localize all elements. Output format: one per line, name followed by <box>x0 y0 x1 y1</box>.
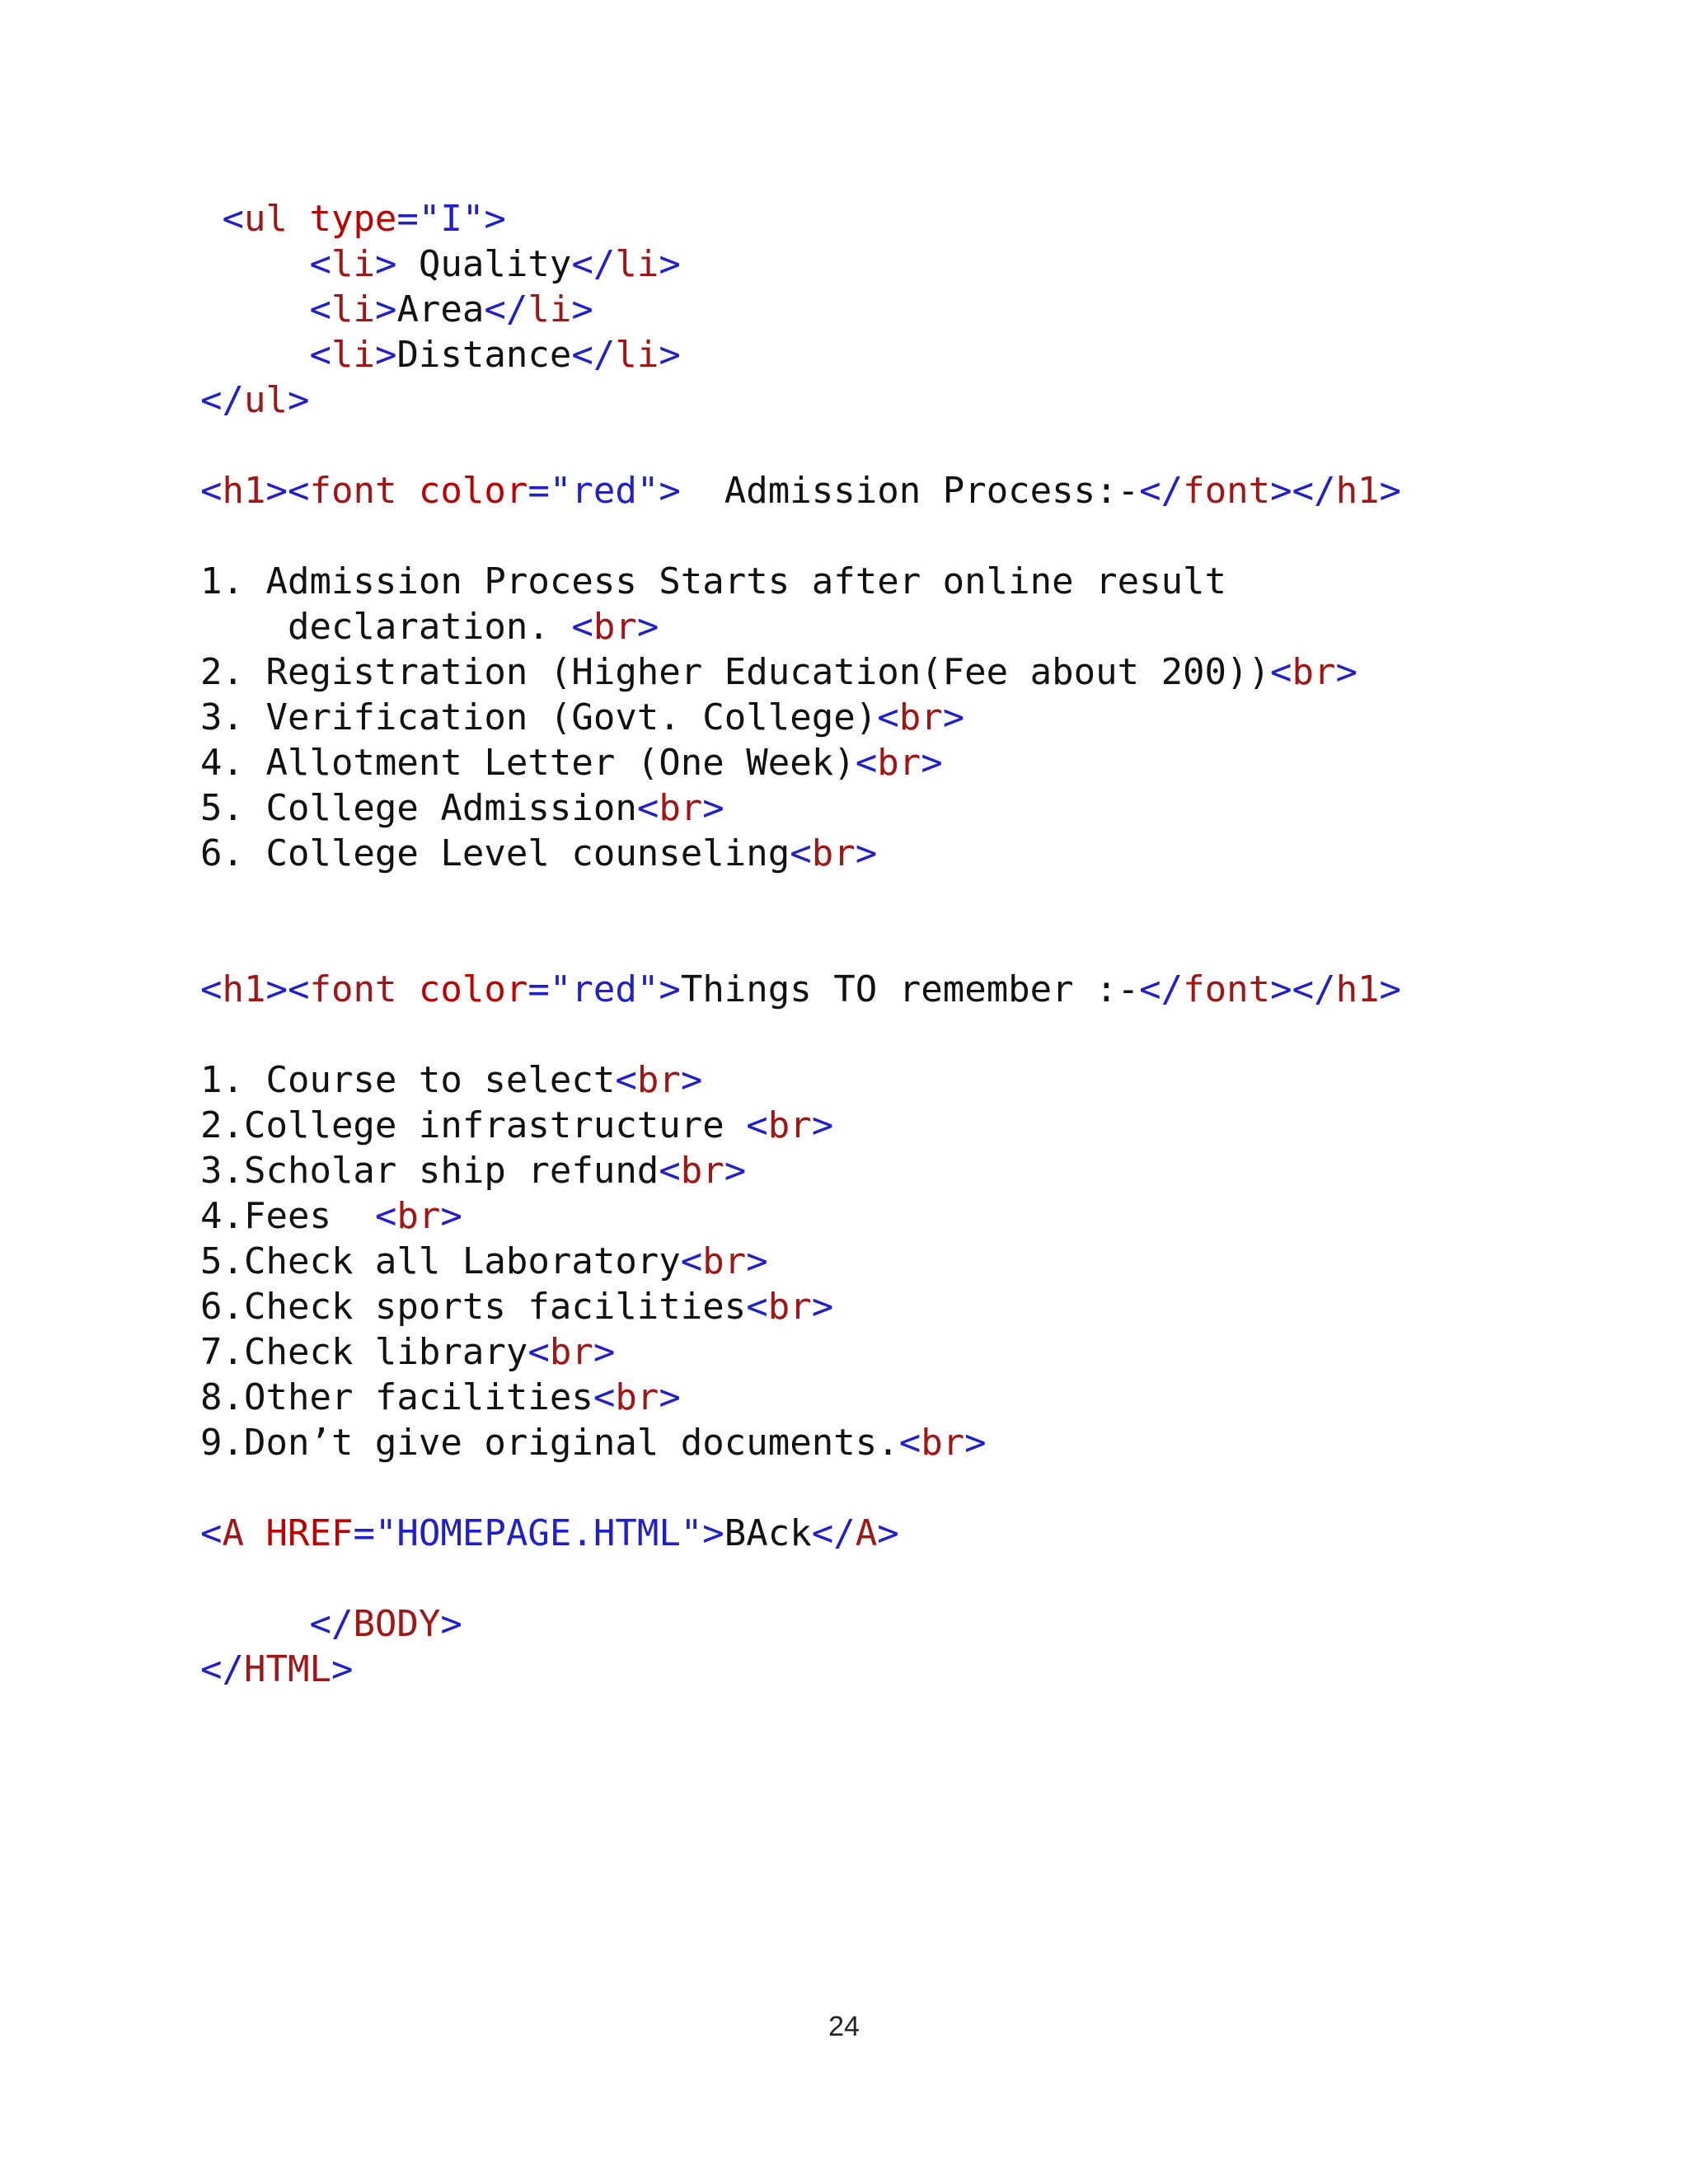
code-token: h1 <box>1335 968 1380 1010</box>
code-token: ="red"> <box>528 470 681 512</box>
code-token: < <box>593 1376 616 1418</box>
code-token: 1. Course to select <box>200 1059 616 1101</box>
code-token: > <box>287 379 310 421</box>
code-token: </ <box>571 334 616 376</box>
code-line <box>200 377 1651 423</box>
code-token: declaration. <box>200 606 572 648</box>
code-line <box>200 559 1651 604</box>
code-listing <box>200 196 1651 1692</box>
code-token: > <box>440 1195 462 1237</box>
code-token: li <box>331 243 375 285</box>
code-token: ul <box>243 198 288 240</box>
code-line <box>200 1420 1651 1465</box>
code-token: br <box>898 696 943 738</box>
code-token: br <box>680 1150 724 1192</box>
code-line <box>200 1601 1651 1647</box>
code-token: 7.Check library <box>200 1331 528 1373</box>
blank-line <box>200 1465 1651 1511</box>
code-token: > <box>811 1286 834 1328</box>
code-token: > <box>571 288 593 330</box>
code-token: 2.College infrastructure <box>200 1104 747 1146</box>
code-token: br <box>767 1104 812 1146</box>
code-token: < <box>746 1286 768 1328</box>
code-token: 5.Check all Laboratory <box>200 1240 681 1282</box>
code-token: < <box>200 470 223 512</box>
code-token: > <box>1335 651 1358 693</box>
code-token: li <box>615 243 659 285</box>
code-token: Quality <box>396 243 572 285</box>
code-token: > <box>593 1331 616 1373</box>
code-token: ="HOMEPAGE.HTML"> <box>353 1512 724 1554</box>
code-token: < <box>528 1331 550 1373</box>
code-token: li <box>331 334 375 376</box>
code-line <box>200 1647 1651 1692</box>
code-token: </ <box>484 288 528 330</box>
code-token: < <box>790 832 812 874</box>
code-line <box>200 1193 1651 1239</box>
code-line <box>200 604 1651 649</box>
code-token: ="red"> <box>528 968 681 1010</box>
code-token: li <box>615 334 659 376</box>
code-token: 1. Admission Process Starts after online result <box>200 560 1227 602</box>
code-line <box>200 287 1651 332</box>
page-number: 24 <box>828 2011 860 2042</box>
code-token: < <box>200 334 331 376</box>
code-token: color <box>396 470 528 512</box>
code-line <box>200 241 1651 287</box>
code-token: A <box>222 1512 244 1554</box>
code-token: 3.Scholar ship refund <box>200 1150 659 1192</box>
code-line <box>200 1329 1651 1375</box>
code-token: >< <box>265 968 310 1010</box>
code-token: < <box>200 243 331 285</box>
code-token: </ <box>571 243 616 285</box>
code-token: font <box>309 968 397 1010</box>
code-token: 6. College Level counseling <box>200 832 790 874</box>
code-token: font <box>309 470 397 512</box>
code-token: > <box>1379 470 1402 512</box>
code-token: BAck <box>724 1512 812 1554</box>
blank-line <box>200 1012 1651 1057</box>
code-line <box>200 1375 1651 1420</box>
code-token: > <box>942 696 965 738</box>
code-line <box>200 1239 1651 1284</box>
code-token: 4.Fees <box>200 1195 375 1237</box>
code-token: </ <box>200 1648 244 1690</box>
code-token: A <box>855 1512 878 1554</box>
code-token: BODY <box>353 1603 441 1645</box>
code-line <box>200 785 1651 831</box>
code-line <box>200 740 1651 785</box>
code-token: 6.Check sports facilities <box>200 1286 747 1328</box>
code-token: br <box>1292 651 1336 693</box>
code-token: < <box>898 1422 921 1464</box>
code-token: < <box>374 1195 397 1237</box>
code-token: < <box>636 787 659 829</box>
code-token: </ <box>200 379 244 421</box>
code-token: ="I"> <box>396 198 506 240</box>
code-token: > <box>811 1104 834 1146</box>
code-token: font <box>1183 968 1271 1010</box>
code-token: h1 <box>222 968 266 1010</box>
code-token: < <box>200 288 331 330</box>
code-token: HTML <box>243 1648 331 1690</box>
code-token: </ <box>200 1603 354 1645</box>
code-token: < <box>877 696 899 738</box>
code-token: < <box>200 968 223 1010</box>
code-token: br <box>636 1059 681 1101</box>
code-token: ul <box>243 379 288 421</box>
code-token: 9.Don’t give original documents. <box>200 1422 899 1464</box>
code-token: > <box>440 1603 462 1645</box>
code-token: 3. Verification (Govt. College) <box>200 696 878 738</box>
code-token: > <box>1379 968 1402 1010</box>
code-token: </ <box>1139 470 1184 512</box>
code-token: < <box>200 1512 223 1554</box>
code-token: > <box>877 1512 899 1554</box>
code-token: color <box>396 968 528 1010</box>
blank-line <box>200 1556 1651 1601</box>
code-token: 2. Registration (Higher Education(Fee about 200)) <box>200 651 1271 693</box>
code-token: > <box>746 1240 768 1282</box>
code-token: < <box>680 1240 703 1282</box>
code-line <box>200 1057 1651 1103</box>
code-token: > <box>855 832 878 874</box>
code-token: 5. College Admission <box>200 787 637 829</box>
code-token: </ <box>1139 968 1184 1010</box>
code-token: < <box>855 742 878 784</box>
code-token: > <box>724 1150 747 1192</box>
code-token: < <box>659 1150 681 1192</box>
code-token: > <box>964 1422 987 1464</box>
code-token: > <box>680 1059 703 1101</box>
code-token: type <box>287 198 397 240</box>
code-line <box>200 1511 1651 1556</box>
code-token: font <box>1183 470 1271 512</box>
code-line <box>200 196 1651 241</box>
code-token: >< <box>265 470 310 512</box>
code-token: < <box>200 198 244 240</box>
code-token: < <box>615 1059 637 1101</box>
code-token: br <box>811 832 856 874</box>
code-token: < <box>571 606 593 648</box>
blank-line <box>200 423 1651 468</box>
code-line <box>200 332 1651 377</box>
blank-line <box>200 921 1651 967</box>
code-token: br <box>921 1422 965 1464</box>
code-token: ></ <box>1270 968 1336 1010</box>
code-token: br <box>702 1240 747 1282</box>
code-token: Distance <box>396 334 572 376</box>
code-line <box>200 695 1651 740</box>
code-token: br <box>767 1286 812 1328</box>
code-token: br <box>615 1376 659 1418</box>
code-line <box>200 1103 1651 1148</box>
blank-line <box>200 513 1651 559</box>
code-token: li <box>331 288 375 330</box>
code-token: 4. Allotment Letter (One Week) <box>200 742 856 784</box>
code-token: > <box>921 742 943 784</box>
code-token: > <box>702 787 724 829</box>
code-token: br <box>659 787 703 829</box>
code-token: li <box>528 288 572 330</box>
code-token: h1 <box>222 470 266 512</box>
code-line <box>200 967 1651 1012</box>
code-token: br <box>593 606 637 648</box>
code-token: br <box>549 1331 593 1373</box>
code-line <box>200 831 1651 876</box>
code-token: br <box>877 742 921 784</box>
code-token: > <box>374 288 397 330</box>
code-token: Area <box>396 288 485 330</box>
blank-line <box>200 876 1651 921</box>
code-token: < <box>1270 651 1292 693</box>
code-token: > <box>659 1376 681 1418</box>
code-token: > <box>636 606 659 648</box>
code-token: h1 <box>1335 470 1380 512</box>
code-token: > <box>659 243 681 285</box>
code-token: > <box>659 334 681 376</box>
code-token: br <box>396 1195 441 1237</box>
code-token: > <box>331 1648 354 1690</box>
code-token: < <box>746 1104 768 1146</box>
code-line <box>200 1284 1651 1329</box>
code-line <box>200 1148 1651 1193</box>
code-line <box>200 649 1651 695</box>
code-token: </ <box>811 1512 856 1554</box>
code-token: 8.Other facilities <box>200 1376 593 1418</box>
code-token: HREF <box>244 1512 354 1554</box>
code-token: Admission Process:- <box>680 470 1140 512</box>
code-token: Things TO remember :- <box>680 968 1140 1010</box>
code-line <box>200 468 1651 513</box>
code-token: > <box>374 334 397 376</box>
code-token: > <box>374 243 397 285</box>
code-token: ></ <box>1270 470 1336 512</box>
